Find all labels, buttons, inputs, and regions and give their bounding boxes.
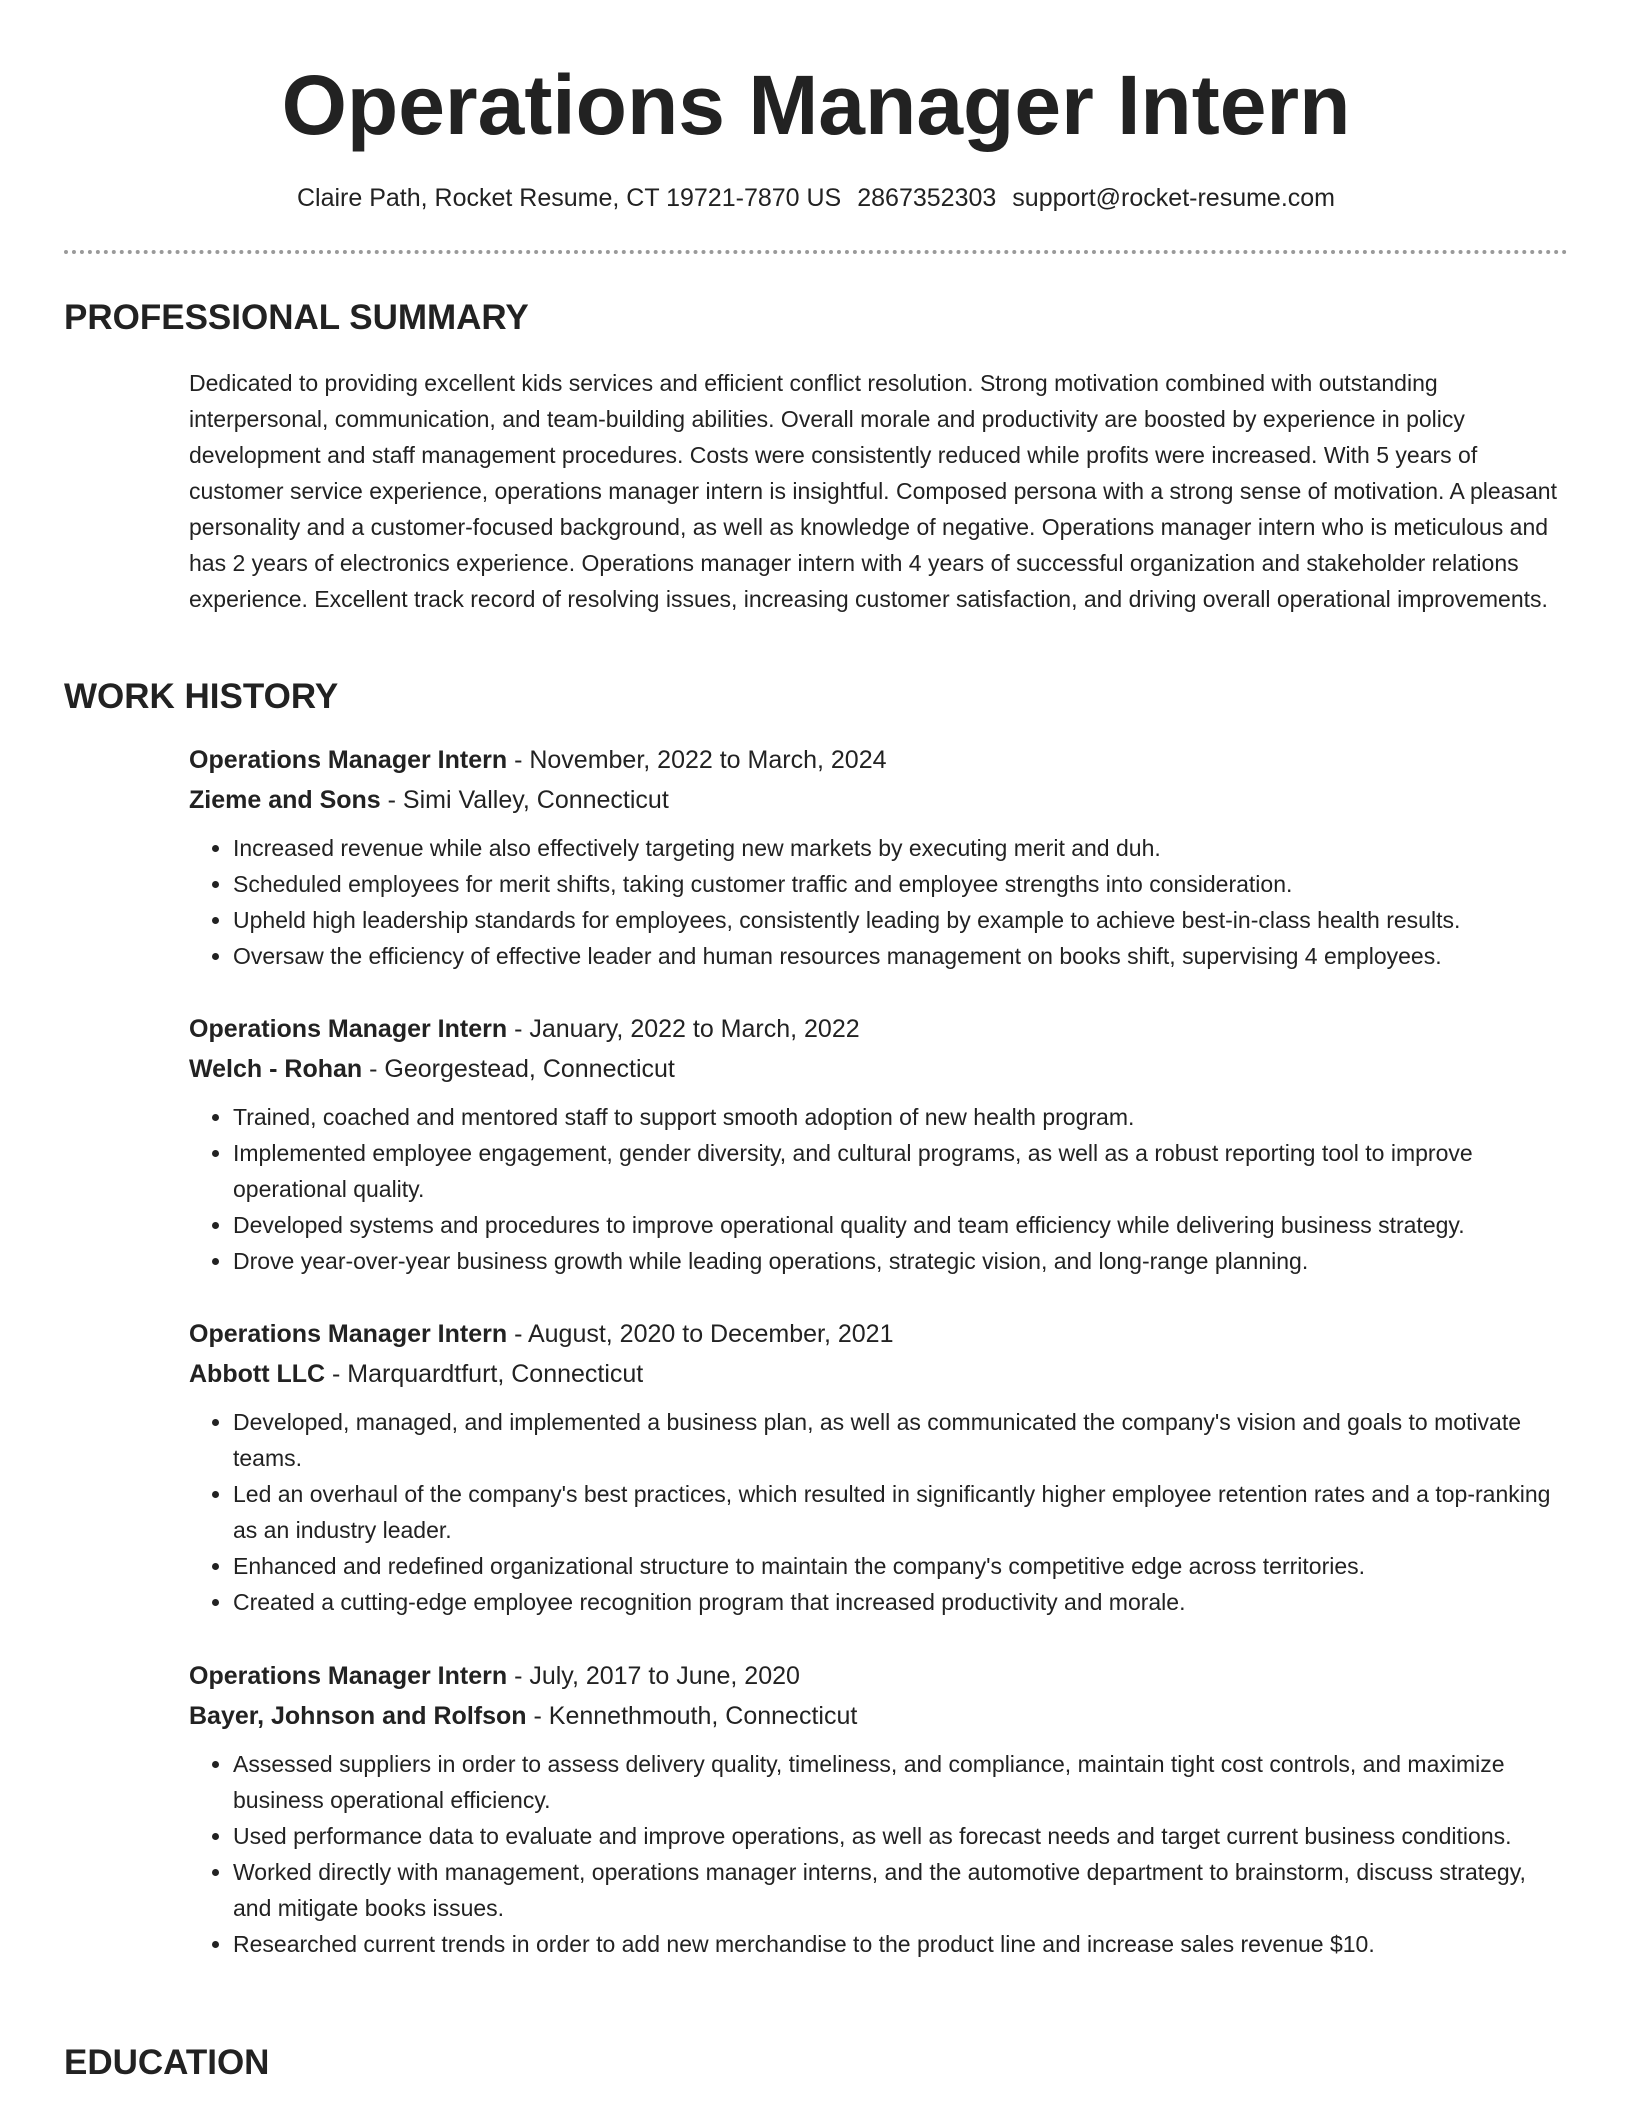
job-company-line bbox=[189, 1354, 1569, 1394]
job-entry bbox=[189, 1009, 1569, 1279]
job-bullet: • Enhanced and redefined organizational structure to maintain the company's competitive edge across territories. bbox=[233, 1548, 1569, 1584]
job-title: Operations Manager Intern bbox=[189, 1320, 508, 1348]
job-bullets bbox=[189, 830, 1569, 974]
job-company-line bbox=[189, 780, 1569, 820]
job-location: - Simi Valley, Connecticut bbox=[380, 786, 669, 814]
job-entry bbox=[189, 1314, 1569, 1620]
summary-heading: PROFESSIONAL SUMMARY bbox=[64, 298, 529, 337]
job-dates: - August, 2020 to December, 2021 bbox=[507, 1320, 894, 1348]
job-company: Bayer, Johnson and Rolfson bbox=[189, 1702, 527, 1730]
job-bullet: • Created a cutting-edge employee recognition program that increased productivity and morale. bbox=[233, 1584, 1569, 1620]
job-title: Operations Manager Intern bbox=[189, 1662, 508, 1690]
job-entry bbox=[189, 1656, 1569, 1962]
education-heading: EDUCATION bbox=[64, 2043, 270, 2082]
job-bullets bbox=[189, 1404, 1569, 1620]
summary-text: Dedicated to providing excellent kids services and efficient conflict resolution. Strong motivation combined with outstanding interpersonal, communication, and team-building abilities. Overall morale and productivity are boosted by experience in policy development and staff management procedures. Costs were consistently reduced while profits were increased. With 5 years of customer service experience, operations manager intern is insightful. Composed persona with a strong sense of motivation. A pleasant personality and a customer-focused background, as well as knowledge of negative. Operations manager intern who is meticulous and has 2 years of electronics experience. Operations manager intern with 4 years of successful organization and stakeholder relations experience. Excellent track record of resolving issues, increasing customer satisfaction, and driving overall operational improvements. bbox=[189, 370, 1557, 612]
job-company-line bbox=[189, 1049, 1569, 1089]
job-company: Abbott LLC bbox=[189, 1360, 326, 1388]
job-title-line bbox=[189, 1314, 1569, 1354]
job-bullet: • Led an overhaul of the company's best practices, which resulted in significantly higher employee retention rates and a top-ranking as an industry leader. bbox=[233, 1476, 1569, 1548]
job-bullet: • Oversaw the efficiency of effective leader and human resources management on books shift, supervising 4 employees. bbox=[233, 938, 1569, 974]
contact-email: support@rocket-resume.com bbox=[1012, 184, 1336, 212]
header-divider bbox=[64, 250, 1568, 254]
job-dates: - January, 2022 to March, 2022 bbox=[507, 1015, 860, 1043]
job-location: - Kennethmouth, Connecticut bbox=[526, 1702, 858, 1730]
contact-phone: 2867352303 bbox=[857, 184, 997, 212]
job-bullet: • Assessed suppliers in order to assess delivery quality, timeliness, and compliance, maintain tight cost controls, and maximize business operational efficiency. bbox=[233, 1746, 1569, 1818]
job-bullet: • Researched current trends in order to add new merchandise to the product line and increase sales revenue $10. bbox=[233, 1926, 1569, 1962]
job-title-line bbox=[189, 1656, 1569, 1696]
job-bullet: • Implemented employee engagement, gender diversity, and cultural programs, as well as a robust reporting tool to improve operational quality. bbox=[233, 1135, 1569, 1207]
job-title-line bbox=[189, 740, 1569, 780]
job-bullet: • Scheduled employees for merit shifts, taking customer traffic and employee strengths into consideration. bbox=[233, 866, 1569, 902]
job-location: - Marquardtfurt, Connecticut bbox=[325, 1360, 644, 1388]
job-title: Operations Manager Intern bbox=[189, 1015, 508, 1043]
job-bullet: • Drove year-over-year business growth while leading operations, strategic vision, and long-range planning. bbox=[233, 1243, 1569, 1279]
job-bullet: • Upheld high leadership standards for employees, consistently leading by example to achieve best-in-class health results. bbox=[233, 902, 1569, 938]
job-company: Zieme and Sons bbox=[189, 786, 381, 814]
job-dates: - July, 2017 to June, 2020 bbox=[507, 1662, 800, 1690]
job-bullets bbox=[189, 1099, 1569, 1279]
contact-address: Claire Path, Rocket Resume, CT 19721-7870 US bbox=[296, 184, 842, 212]
contact-line bbox=[0, 182, 1632, 214]
job-bullet: • Trained, coached and mentored staff to support smooth adoption of new health program. bbox=[233, 1099, 1569, 1135]
resume-title: Operations Manager Intern bbox=[281, 58, 1351, 152]
job-title-line bbox=[189, 1009, 1569, 1049]
job-bullet: • Developed systems and procedures to improve operational quality and team efficiency while delivering business strategy. bbox=[233, 1207, 1569, 1243]
work-history-heading: WORK HISTORY bbox=[64, 677, 339, 716]
job-bullet: • Increased revenue while also effectively targeting new markets by executing merit and duh. bbox=[233, 830, 1569, 866]
job-company: Welch - Rohan bbox=[189, 1055, 363, 1083]
job-bullet: • Used performance data to evaluate and improve operations, as well as forecast needs and target current business conditions. bbox=[233, 1818, 1569, 1854]
job-dates: - November, 2022 to March, 2024 bbox=[507, 746, 887, 774]
job-bullet: • Worked directly with management, operations manager interns, and the automotive department to brainstorm, discuss strategy, and mitigate books issues. bbox=[233, 1854, 1569, 1926]
job-company-line bbox=[189, 1696, 1569, 1736]
job-title: Operations Manager Intern bbox=[189, 746, 508, 774]
job-bullets bbox=[189, 1746, 1569, 1962]
job-bullet: • Developed, managed, and implemented a business plan, as well as communicated the company's vision and goals to motivate teams. bbox=[233, 1404, 1569, 1476]
job-location: - Georgestead, Connecticut bbox=[362, 1055, 675, 1083]
job-entry bbox=[189, 740, 1569, 974]
